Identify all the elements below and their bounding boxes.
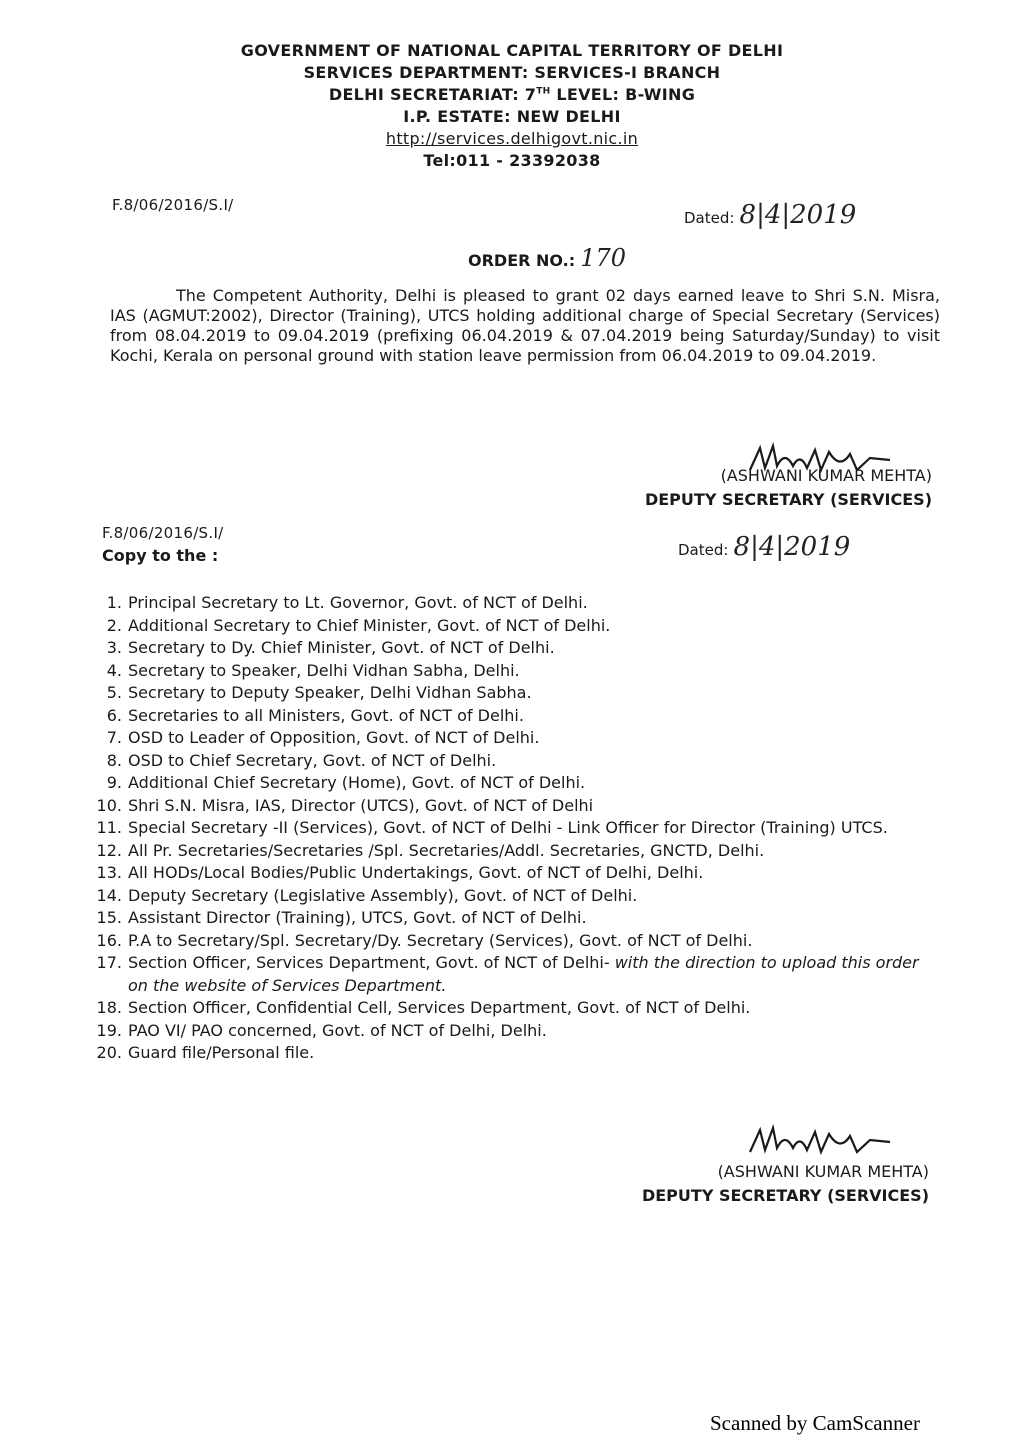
list-item-number: 14. [96,885,122,905]
list-item-text: Additional Chief Secretary (Home), Govt. of NCT of Delhi. [128,773,586,792]
signatory-name-2: (ASHWANI KUMAR MEHTA) [717,1162,929,1181]
list-item-number: 16. [96,930,122,950]
order-date [684,200,856,230]
handwritten-order-number: 170 [580,244,627,272]
list-item-number: 20. [96,1043,122,1062]
list-item [88,772,933,795]
list-item-text: Secretaries to all Ministers, Govt. of NCT of Delhi. [128,705,524,725]
distribution-list [88,592,933,1065]
list-item [88,615,933,638]
list-item-text: Guard file/Personal file. [128,1043,315,1062]
copy-to-label: Copy to the : [102,546,219,565]
letterhead-line-1: GOVERNMENT OF NATIONAL CAPITAL TERRITORY OF DELHI [240,41,784,60]
list-item-text: All Pr. Secretaries/Secretaries /Spl. Secretaries/Addl. Secretaries, GNCTD, Delhi. [128,840,765,860]
list-item [88,817,933,840]
signatory-name: (ASHWANI KUMAR MEHTA) [720,466,932,485]
list-item [88,705,933,728]
list-item-text: PAO VI/ PAO concerned, Govt. of NCT of Delhi, Delhi. [128,1020,547,1040]
list-item-number: 12. [96,840,122,860]
letterhead-line-2: SERVICES DEPARTMENT: SERVICES-I BRANCH [303,63,721,82]
signatory-designation: DEPUTY SECRETARY (SERVICES) [644,490,932,509]
list-item [88,997,933,1020]
list-item [88,660,933,683]
copy-file-number: F.8/06/2016/S.I/ [102,524,224,542]
list-item-number: 9. [106,773,122,792]
list-item [88,682,933,705]
list-item-number: 17. [96,953,122,972]
list-item-direction: with the direction to upload this order on the website of Services Department. [128,953,919,995]
copy-handwritten-date: 8|4|2019 [733,532,851,562]
signature-scribble-2 [745,1122,895,1162]
signature-block-2 [642,1160,929,1208]
list-item-text: Secretary to Speaker, Delhi Vidhan Sabha, Delhi. [128,660,520,680]
dated-label: Dated: [684,209,735,227]
copy-date [678,532,850,562]
list-item-number: 8. [106,750,122,770]
list-item-text: Assistant Director (Training), UTCS, Govt. of NCT of Delhi. [128,908,587,927]
list-item [88,1020,933,1043]
list-item-number: 4. [106,660,122,680]
list-item-number: 3. [106,638,122,657]
handwritten-date: 8|4|2019 [739,200,857,230]
list-item [88,952,933,997]
list-item-text: OSD to Leader of Opposition, Govt. of NCT of Delhi. [128,728,540,747]
telephone: Tel:011 - 23392038 [423,151,601,170]
list-item [88,840,933,863]
list-item-text: Principal Secretary to Lt. Governor, Govt. of NCT of Delhi. [128,593,588,612]
list-item [88,750,933,773]
list-item-text: Secretary to Dy. Chief Minister, Govt. of NCT of Delhi. [128,638,555,657]
letterhead-line-3: DELHI SECRETARIAT: 7TH LEVEL: B-WING [328,85,696,104]
order-body: The Competent Authority, Delhi is pleased to grant 02 days earned leave to Shri S.N. Misra, IAS (AGMUT:2002), Director (Training), UTCS holding additional charge of Special Secretary (Services) from 08.04.2019 to 09.04.2019 (prefixing 06.04.2019 & 07.04.2019 being Saturday/Sunday) to visit Kochi, Kerala on personal ground with station leave permission from 06.04.2019 to 09.04.2019. [110,286,940,365]
signatory-designation-2: DEPUTY SECRETARY (SERVICES) [641,1186,929,1205]
list-item-number: 2. [106,615,122,635]
list-item-text: All HODs/Local Bodies/Public Undertakings, Govt. of NCT of Delhi, Delhi. [128,863,704,882]
signature-block-1 [645,464,932,512]
list-item-text: OSD to Chief Secretary, Govt. of NCT of Delhi. [128,750,497,770]
letterhead-line-4: I.P. ESTATE: NEW DELHI [403,107,621,126]
website-link[interactable]: http://services.delhigovt.nic.in [385,129,639,148]
list-item [88,907,933,930]
list-item-number: 1. [106,593,122,612]
list-item-text: Section Officer, Confidential Cell, Services Department, Govt. of NCT of Delhi. [128,998,751,1017]
scanner-watermark: Scanned by CamScanner [710,1411,920,1435]
list-item [88,592,933,615]
order-label: ORDER NO.: [468,251,576,270]
list-item-number: 13. [96,863,122,882]
list-item-text: Shri S.N. Misra, IAS, Director (UTCS), Govt. of NCT of Delhi [128,795,594,815]
letterhead [0,40,1024,172]
list-item-text: Section Officer, Services Department, Govt. of NCT of Delhi- with the direction to upload this order on the website of Services Department. [128,953,919,995]
list-item-text: Secretary to Deputy Speaker, Delhi Vidhan Sabha. [128,683,532,702]
list-item-text: Special Secretary -II (Services), Govt. of NCT of Delhi - Link Officer for Director (Training) UTCS. [128,818,888,837]
list-item-number: 5. [106,683,122,702]
file-number: F.8/06/2016/S.I/ [112,196,234,214]
list-item-number: 6. [106,705,122,725]
list-item-number: 18. [96,998,122,1017]
list-item [88,930,933,953]
copy-dated-label: Dated: [678,541,729,559]
list-item-number: 15. [96,908,122,927]
list-item-text: P.A to Secretary/Spl. Secretary/Dy. Secretary (Services), Govt. of NCT of Delhi. [128,930,753,950]
list-item [88,1042,933,1065]
list-item [88,727,933,750]
list-item [88,795,933,818]
list-item-text: Additional Secretary to Chief Minister, Govt. of NCT of Delhi. [128,615,611,635]
list-item [88,885,933,908]
list-item-number: 11. [96,818,122,837]
list-item-number: 19. [96,1020,122,1040]
list-item [88,862,933,885]
list-item-number: 10. [96,795,122,815]
list-item-number: 7. [106,728,122,747]
list-item-text: Deputy Secretary (Legislative Assembly), Govt. of NCT of Delhi. [128,885,638,905]
list-item [88,637,933,660]
order-number [468,244,626,272]
